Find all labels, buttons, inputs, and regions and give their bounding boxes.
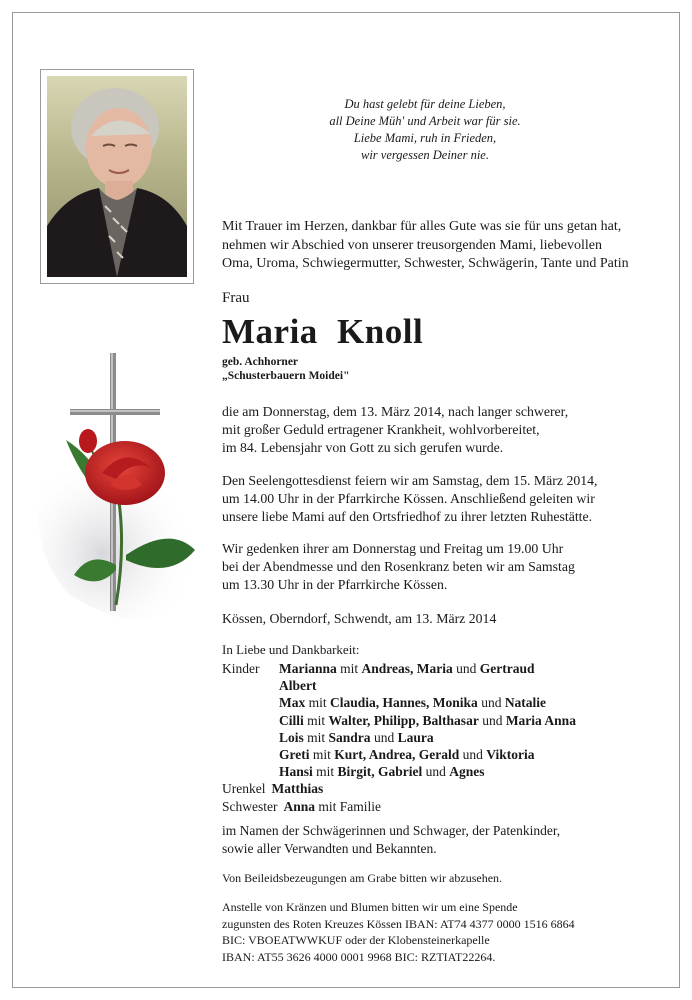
donation-line: Anstelle von Kränzen und Blumen bitten wir um eine Spende [222, 900, 518, 914]
child-entry: Cilli mit Walter, Philipp, Balthasar und Maria Anna [279, 712, 576, 728]
family-row [222, 729, 576, 746]
family-row [222, 660, 576, 677]
relatives-line: sowie aller Verwandten und Bekannten. [222, 840, 437, 856]
notice-line: bei der Abendmesse und den Rosenkranz beten wir am Samstag [222, 559, 575, 574]
donation-note [222, 899, 575, 965]
child-entry: Hansi mit Birgit, Gabriel und Agnes [279, 764, 485, 780]
condolence-note [222, 870, 502, 887]
prayer-notice [222, 540, 667, 594]
notice-line: Wir gedenken ihrer am Donnerstag und Freitag um 19.00 Uhr [222, 541, 564, 556]
relatives-note [222, 822, 560, 857]
family-list [222, 660, 576, 815]
deceased-name: Maria Knoll [222, 312, 424, 351]
notice-line: im 84. Lebensjahr von Gott zu sich gerufen wurde. [222, 440, 504, 455]
intro-line: nehmen wir Abschied von unserer treusorgenden Mami, liebevollen [222, 237, 602, 253]
family-row [222, 677, 576, 694]
notice-line: unsere liebe Mami auf den Ortsfriedhof zu ihrer letzten Ruhestätte. [222, 509, 593, 524]
verse-line: Du hast gelebt für deine Lieben, [344, 97, 506, 111]
family-row [222, 780, 576, 797]
child-entry: Max mit Claudia, Hannes, Monika und Natalie [279, 695, 547, 711]
notice-line: um 13.30 Uhr in der Pfarrkirche Kössen. [222, 577, 448, 592]
intro-text [222, 218, 662, 274]
sister-entry: Anna mit Familie [283, 798, 381, 814]
place-date [222, 610, 667, 628]
portrait-photo [47, 76, 187, 277]
child-entry: Lois mit Sandra und Laura [279, 729, 434, 745]
verse-line: wir vergessen Deiner nie. [361, 148, 489, 162]
child-entry: Albert [279, 678, 317, 694]
child-entry: Marianna mit Andreas, Maria und Gertraud [279, 661, 535, 676]
birth-name: geb. Achhorner [222, 356, 299, 368]
mass-notice [222, 472, 667, 526]
great-grandchild: Matthias [271, 781, 324, 797]
intro-line: Oma, Uroma, Schwiegermutter, Schwester, Schwägerin, Tante und Patin [222, 256, 629, 271]
death-notice [222, 403, 667, 457]
place-date-text: Kössen, Oberndorf, Schwendt, am 13. März 2014 [222, 611, 497, 626]
intro-line: Mit Trauer im Herzen, dankbar für alles Gute was sie für uns getan hat, [222, 219, 622, 234]
donation-line: zugunsten des Roten Kreuzes Kössen IBAN: AT74 4377 0000 1516 6864 [222, 916, 575, 931]
family-row [222, 746, 576, 763]
notice-line: die am Donnerstag, dem 13. März 2014, nach langer schwerer, [222, 404, 569, 419]
donation-line: IBAN: AT55 3626 4000 0001 9968 BIC: RZTIAT22264. [222, 949, 496, 964]
notice-line: mit großer Geduld ertragener Krankheit, wohlvorbereitet, [222, 422, 540, 437]
relation-label: Kinder [222, 661, 260, 676]
family-row [222, 763, 576, 780]
closing-greeting [222, 641, 360, 658]
child-entry: Greti mit Kurt, Andrea, Gerald und Viktoria [279, 747, 535, 763]
closing-greeting-text: In Liebe und Dankbarkeit: [222, 642, 360, 657]
salutation: Frau [222, 290, 250, 306]
verse-line: Liebe Mami, ruh in Frieden, [353, 131, 497, 145]
cross-rose-decoration [30, 345, 225, 645]
relation-label: Urenkel [222, 781, 266, 797]
donation-line: BIC: VBOEATWWKUF oder der Klobensteinerkapelle [222, 933, 490, 947]
relation-label: Schwester [222, 798, 278, 814]
condolence-text: Von Beileidsbezeugungen am Grabe bitten wir abzusehen. [222, 871, 503, 885]
portrait-icon [47, 76, 187, 277]
family-row [222, 694, 576, 711]
notice-line: Den Seelengottesdienst feiern wir am Samstag, dem 15. März 2014, [222, 473, 598, 488]
portrait-frame [40, 69, 194, 284]
nickname: „Schusterbauern Moidei" [222, 370, 350, 382]
memorial-verse [300, 96, 550, 164]
family-row [222, 712, 576, 729]
notice-line: um 14.00 Uhr in der Pfarrkirche Kössen. Anschließend geleiten wir [222, 491, 595, 506]
relatives-line: im Namen der Schwägerinnen und Schwager, der Patenkinder, [222, 823, 561, 838]
family-row [222, 798, 576, 815]
verse-line: all Deine Müh' und Arbeit war für sie. [329, 114, 521, 128]
birth-info [222, 355, 349, 383]
